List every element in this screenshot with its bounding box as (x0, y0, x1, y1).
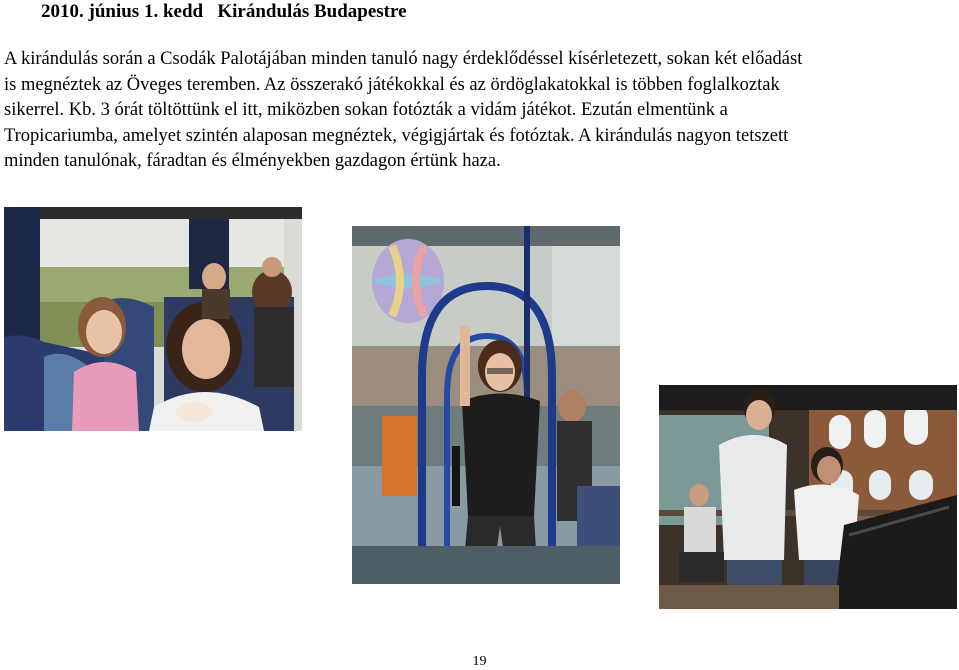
paragraph-line: sikerrel. Kb. 3 órát töltöttünk el itt, miközben sokan fotózták a vidám játékot. Ezután elmentünk a (4, 100, 728, 120)
paragraph-line: minden tanulónak, fáradtan és élményekben gazdagon értünk haza. (4, 151, 501, 171)
palace-of-wonders-photo (352, 226, 620, 584)
page-number: 19 (472, 654, 487, 669)
paragraph-line: A kirándulás során a Csodák Palotájában minden tanuló nagy érdeklődéssel kísérletezett, sokan két előadást (4, 49, 803, 69)
paragraph-line: Tropicariumba, amelyet szintén alaposan megnéztek, végigjártak és fotóztak. A kirándulás nagyon tetszett (4, 125, 789, 146)
paragraph-line: is megnéztek az Öveges teremben. Az összerakó játékokkal és az ördöglakatokkal is többen foglalkoztak (4, 74, 780, 95)
heading-date: 2010. június 1. kedd (41, 1, 204, 22)
body-paragraph (4, 47, 959, 175)
heading-title: Kirándulás Budapestre (217, 1, 407, 22)
page-heading (41, 0, 407, 24)
bus-photo (4, 207, 302, 431)
tropicarium-photo (659, 385, 957, 609)
